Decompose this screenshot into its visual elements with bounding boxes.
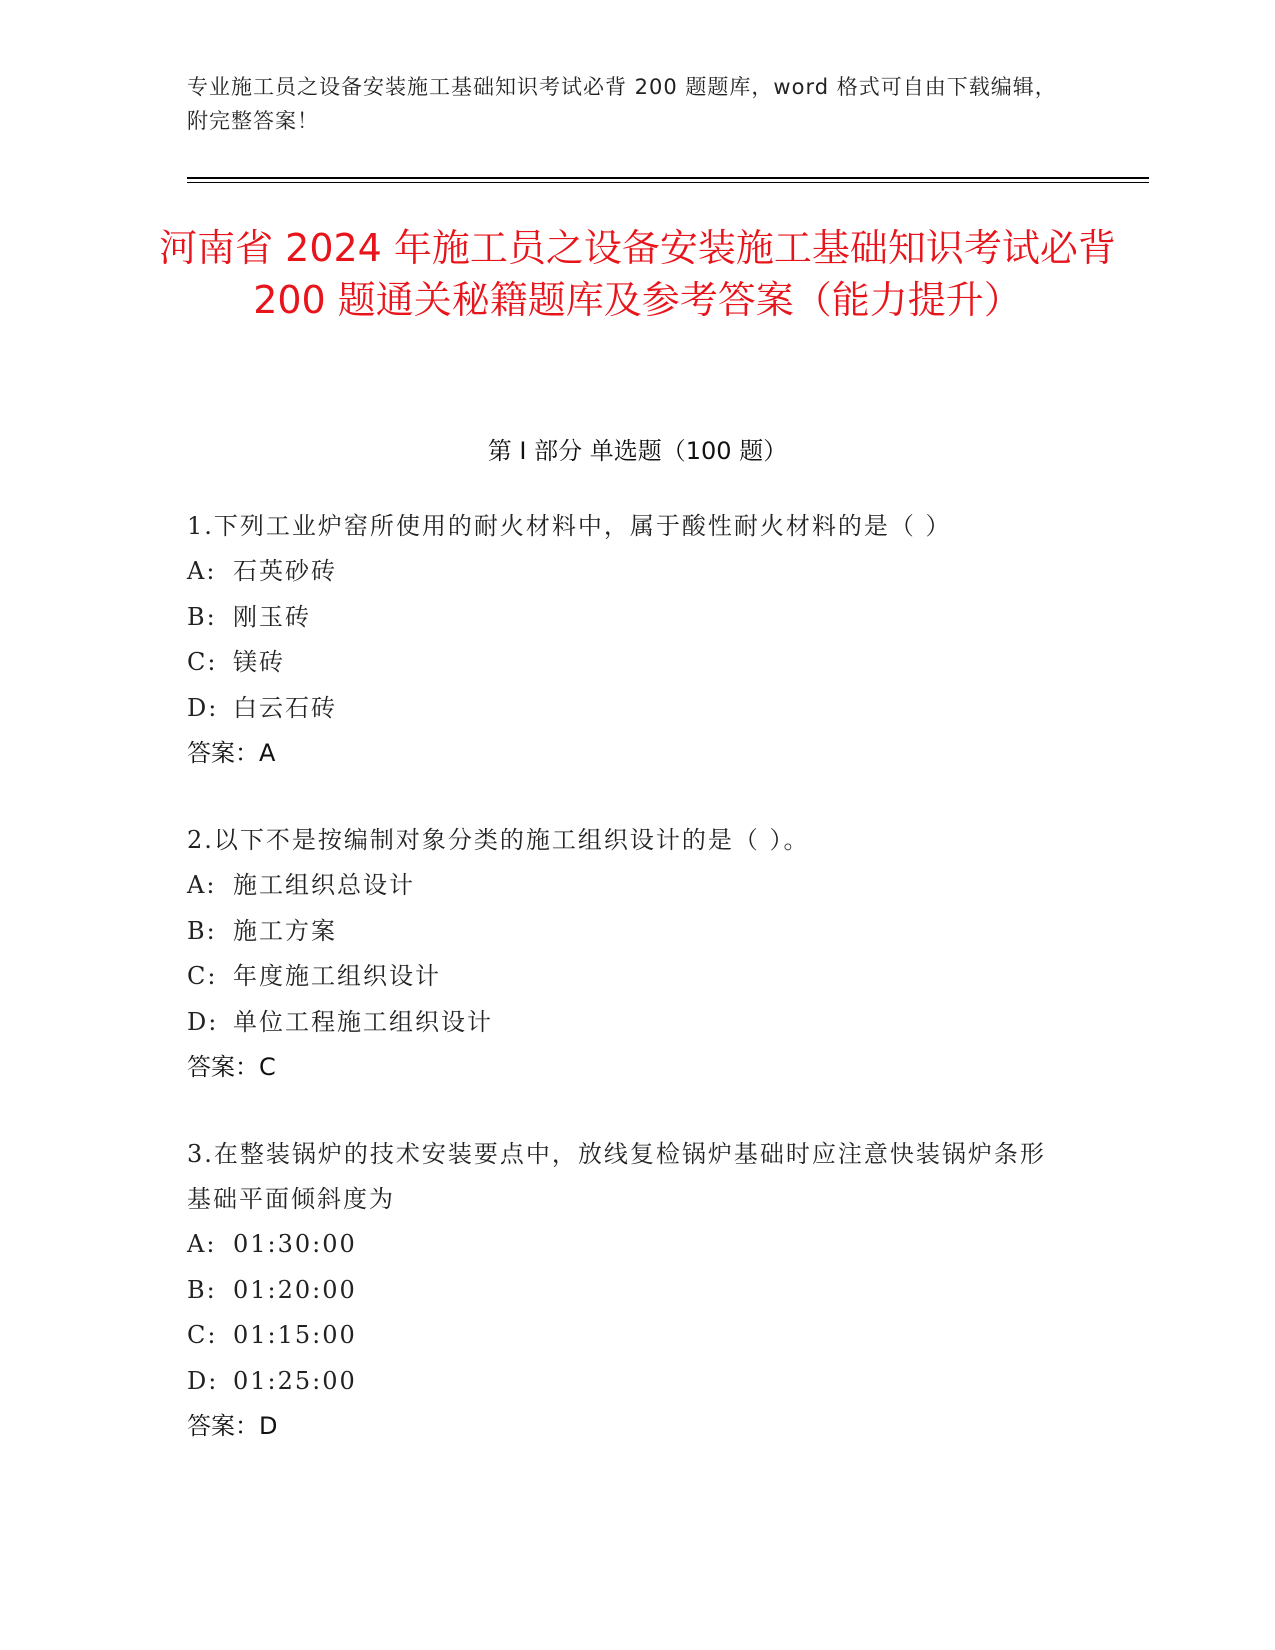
option-label: A: — [187, 1230, 217, 1258]
option-text: 01:20:00 — [233, 1275, 357, 1304]
option-b — [187, 595, 1067, 641]
option-label: A: — [187, 871, 217, 899]
answer: 答案：A — [187, 739, 276, 767]
answer: 答案：C — [187, 1053, 276, 1081]
option-a — [187, 1222, 1067, 1268]
option-label: B: — [187, 1275, 217, 1304]
option-c — [187, 954, 1067, 1000]
question-2 — [187, 818, 1067, 1090]
option-c — [187, 640, 1067, 686]
option-d — [187, 1359, 1067, 1405]
option-text: 01:15:00 — [233, 1321, 357, 1349]
option-text: 石英砂砖 — [233, 557, 337, 585]
option-text: 施工方案 — [233, 916, 337, 945]
option-label: C: — [187, 962, 218, 990]
question-stem: 3.在整装锅炉的技术安装要点中，放线复检锅炉基础时应注意快装锅炉条形基础平面倾斜度为 — [187, 1140, 1046, 1213]
option-text: 施工组织总设计 — [233, 871, 415, 899]
question-stem: 2.以下不是按编制对象分类的施工组织设计的是（ ）。 — [187, 826, 810, 854]
header-divider-thick — [187, 177, 1149, 179]
option-label: B: — [187, 916, 217, 945]
option-label: C: — [187, 648, 218, 676]
question-stem: 1.下列工业炉窑所使用的耐火材料中，属于酸性耐火材料的是（ ） — [187, 512, 952, 540]
option-d — [187, 686, 1067, 732]
option-text: 刚玉砖 — [233, 602, 311, 631]
option-b — [187, 1268, 1067, 1314]
option-label: D: — [187, 1366, 219, 1395]
option-label: A: — [187, 557, 217, 585]
answer: 答案：D — [187, 1412, 278, 1440]
option-label: D: — [187, 1007, 219, 1036]
option-text: 镁砖 — [233, 648, 285, 676]
option-b — [187, 909, 1067, 955]
option-label: C: — [187, 1321, 218, 1349]
option-label: D: — [187, 693, 219, 722]
option-text: 白云石砖 — [233, 693, 337, 722]
option-text: 年度施工组织设计 — [233, 962, 441, 990]
section-title: 第 I 部分 单选题（100 题） — [487, 437, 788, 465]
question-1 — [187, 504, 1067, 776]
option-label: B: — [187, 602, 217, 631]
option-d — [187, 1000, 1067, 1046]
header-note: 专业施工员之设备安装施工基础知识考试必背 200 题题库，word 格式可自由下载编辑，附完整答案！ — [187, 75, 1057, 133]
header-divider-thin — [187, 182, 1149, 183]
option-c — [187, 1313, 1067, 1359]
question-3 — [187, 1132, 1067, 1449]
option-text: 01:30:00 — [233, 1230, 357, 1258]
option-a — [187, 863, 1067, 909]
option-text: 01:25:00 — [233, 1366, 357, 1395]
option-text: 单位工程施工组织设计 — [233, 1007, 493, 1036]
document-title: 河南省 2024 年施工员之设备安装施工基础知识考试必背 200 题通关秘籍题库及参考答案（能力提升） — [159, 226, 1116, 322]
option-a — [187, 549, 1067, 595]
